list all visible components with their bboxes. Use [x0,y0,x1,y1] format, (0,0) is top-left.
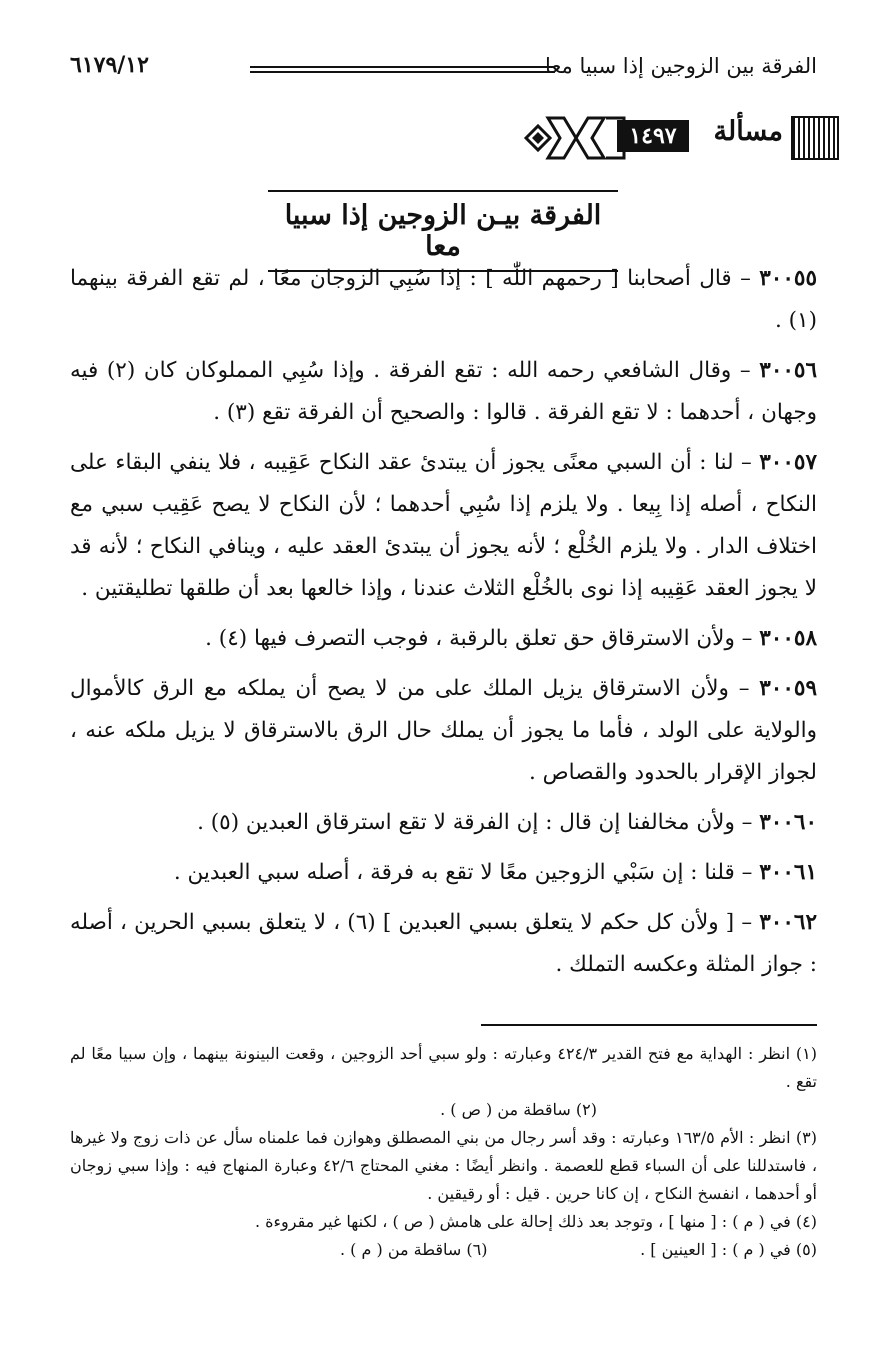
barcode-ornament-icon [791,116,839,160]
paragraph-text: – قال أصحابنا [ رحمهم اللّٰه ] : إذا سُبِي الزوجان معًا ، لم تقع الفرقة بينهما (١) . [70,266,817,333]
paragraph-text: – ولأن مخالفنا إن قال : إن الفرقة لا تقع استرقاق العبدين (٥) . [197,810,760,835]
footnote: (٥) في ( م ) : [ العينين ] . [640,1240,817,1259]
paragraph-text: – وقال الشافعي رحمه الله : تقع الفرقة . وإذا سُبِي المملوكان كان (٢) فيه وجهان ، أحدهما : لا تقع الفرقة . قالوا : والصحيح أن الفرقة تقع (٣) . [70,358,817,425]
paragraph [70,258,817,342]
paragraph-text: – ولأن الاسترقاق يزيل الملك على من لا يصح أن يملكه مع الرق كالأموال والولاية على الولد ، فأما ما يجوز أن يملك حال الرق بالاسترقاق لا يزيل ملكه عنه ، لجواز الإقرار بالحدود والقصاص . [70,676,817,785]
paragraph-number: ٣٠٠٥٩ [759,676,817,701]
running-header [70,46,817,86]
heading-rule-top [268,190,618,192]
paragraph-number: ٣٠٠٥٥ [759,266,817,291]
paragraph-text: – ولأن الاسترقاق حق تعلق بالرقبة ، فوجب التصرف فيها (٤) . [205,626,760,651]
paragraph-text: – لنا : أن السبي معنًى يجوز أن يبتدئ عقد النكاح عَقِيبه ، فلا ينفي البقاء على النكاح ، أصله إذا بِيعا . ولا يلزم إذا سُبِي أحدهما ؛ لأن النكاح لا يصح عَقِيب سبي مع اختلاف الدار . ولا يلزم الخُلْع ؛ لأنه يجوز أن يبتدئ العقد عليه ، وينافي النكاح ؛ لأنه قد لا يجوز العقد عَقِيبه إذا نوى بالخُلْع الثلاث عندنا ، وإذا خالعها بعد أن طلقها تطليقتين . [70,450,817,601]
paragraph [70,668,817,794]
header-rule [250,66,555,73]
footnote-separator [481,1024,817,1026]
running-title: الفرقة بين الزوجين إذا سبيا معا [544,54,817,78]
footnote: (٢) ساقطة من ( ص ) . [440,1100,597,1119]
paragraph [70,350,817,434]
section-title: الفرقة بيـن الزوجين إذا سبيا معا [284,200,602,262]
paragraph-number: ٣٠٠٥٧ [759,450,817,475]
footnote: (٦) ساقطة من ( م ) . [340,1240,488,1259]
paragraph [70,902,817,986]
paragraph-number: ٣٠٠٥٦ [759,358,818,383]
paragraph [70,442,817,610]
masala-label: مسألة [713,116,783,147]
paragraph [70,852,817,894]
masala-number: ١٤٩٧ [617,120,689,152]
footnote: (١) انظر : الهداية مع فتح القدير ٤٢٤/٣ وعبارته : ولو سبي أحد الزوجين ، وقعت البينونة بينهما ، وإن سبيا معًا لم تقع . [70,1044,818,1091]
knot-ornament-icon [520,110,630,166]
paragraph-number: ٣٠٠٦١ [759,860,817,885]
paragraph-text: – قلنا : إن سَبْي الزوجين معًا لا تقع به فرقة ، أصله سبي العبدين . [173,860,760,885]
page-reference: ٦١٧٩/١٢ [70,52,149,78]
paragraph-number: ٣٠٠٥٨ [759,626,817,651]
paragraph [70,802,817,844]
paragraph-number: ٣٠٠٦٢ [759,910,817,935]
paragraph-number: ٣٠٠٦٠ [759,810,817,835]
paragraph [70,618,817,660]
footnotes [70,1040,817,1264]
footnote-pair [70,1236,817,1264]
footnote: (٣) انظر : الأم ١٦٣/٥ وعبارته : وقد أسر رجال من بني المصطلق وهوازن فما علمناه سأل عن ذات زوج ولا غيرها ، فاستدللنا على أن السباء قطع للعصمة . وانظر أيضًا : مغني المحتاج ٤٢/٦ وعبارة المنهاج فيه : وإذا سبي زوجان أو أحدهما ، انفسخ النكاح ، إن كانا حرين . قيل : أو رقيقين . [70,1128,818,1203]
body-text [70,258,817,994]
paragraph-text: – [ ولأن كل حكم لا يتعلق بسبي العبدين ] (٦) ، لا يتعلق بسبي الحرين ، أصله : جواز المثلة وعكسه التملك . [70,910,817,977]
masala-banner [520,110,839,166]
footnote: (٤) في ( م ) : [ منها ] ، وتوجد بعد ذلك إحالة على هامش ( ص ) ، لكنها غير مقروءة . [254,1212,817,1231]
